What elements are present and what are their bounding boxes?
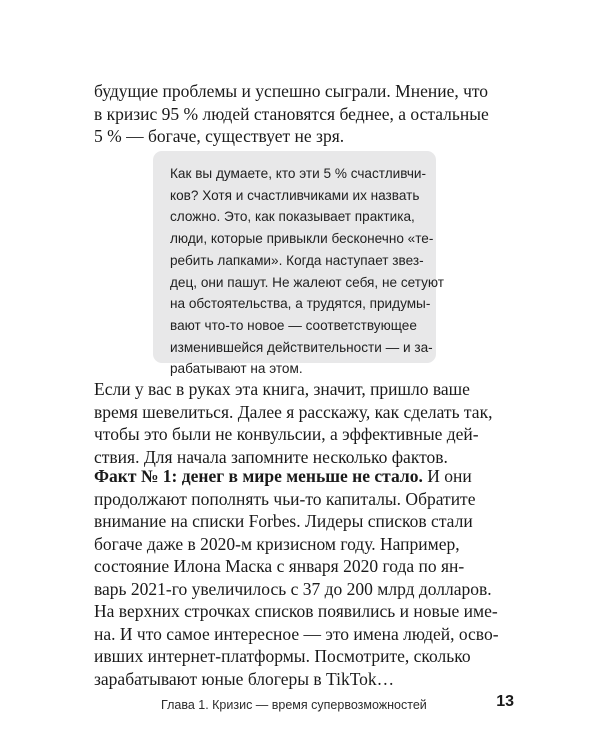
callout-line: сложно. Это, как показывает практика, xyxy=(170,209,415,225)
text-line: Если у вас в руках эта книга, значит, пришло ваше xyxy=(94,379,470,399)
fact-heading-line xyxy=(94,465,508,488)
text-line: состояние Илона Маска с января 2020 года по ян- xyxy=(94,556,465,576)
text-line: На верхних строчках списков появились и новые име- xyxy=(94,601,498,621)
text-line: ивших интернет-платформы. Посмотрите, сколько xyxy=(94,646,471,666)
callout-text xyxy=(170,163,445,380)
callout-line: вают что-то новое — соответствующее xyxy=(170,317,417,333)
paragraph-main xyxy=(94,378,508,468)
text-line: продолжают пополнять чьи-то капиталы. Обратите xyxy=(94,488,476,509)
callout-line: изменившейся действительности — и за- xyxy=(170,339,433,355)
paragraph-intro xyxy=(94,80,508,148)
text-line: будущие проблемы и успешно сыграли. Мнение, что xyxy=(94,81,489,101)
fact-heading-tail: И они xyxy=(422,466,472,486)
callout-box xyxy=(153,151,445,377)
text-line: время шевелиться. Далее я расскажу, как сделать так, xyxy=(94,401,493,422)
text-line: варь 2021-го увеличилось с 37 до 200 млрд долларов. xyxy=(94,578,492,599)
text-line: чтобы это были не конвульсии, а эффективные дей- xyxy=(94,424,479,444)
running-footer-chapter-title: Глава 1. Кризис — время супервозможностей xyxy=(161,698,427,712)
callout-line: люди, которые привыкли бесконечно «те- xyxy=(170,231,434,247)
text-line: ствия. Для начала запомните несколько фактов. xyxy=(94,446,448,467)
callout-line: рабатывают на этом. xyxy=(170,361,303,377)
fact-heading: Факт № 1: денег в мире меньше не стало. xyxy=(94,466,423,486)
text-line: на. И что самое интересное — это имена людей, осво- xyxy=(94,623,499,644)
text-line: в кризис 95 % людей становятся беднее, а остальные xyxy=(94,103,489,124)
text-line: зарабатывают юные блогеры в TikTok… xyxy=(94,668,395,689)
text-line: внимание на списки Forbes. Лидеры списков стали xyxy=(94,511,473,531)
text-line: 5 % — богаче, существует не зря. xyxy=(94,126,345,146)
page-number: 13 xyxy=(496,693,514,710)
callout-line: ребить лапками». Когда наступает звез- xyxy=(170,252,424,268)
callout-line: дец, они пашут. Не жалеют себя, не сетуют xyxy=(170,274,445,290)
callout-line: на обстоятельства, а трудятся, придумы- xyxy=(170,296,431,312)
paragraph-fact-1 xyxy=(94,465,508,690)
callout-line: Как вы думаете, кто эти 5 % счастливчи- xyxy=(170,166,427,181)
callout-line: ков? Хотя и счастливчиками их назвать xyxy=(170,187,420,203)
text-line: богаче даже в 2020-м кризисном году. Например, xyxy=(94,533,460,554)
